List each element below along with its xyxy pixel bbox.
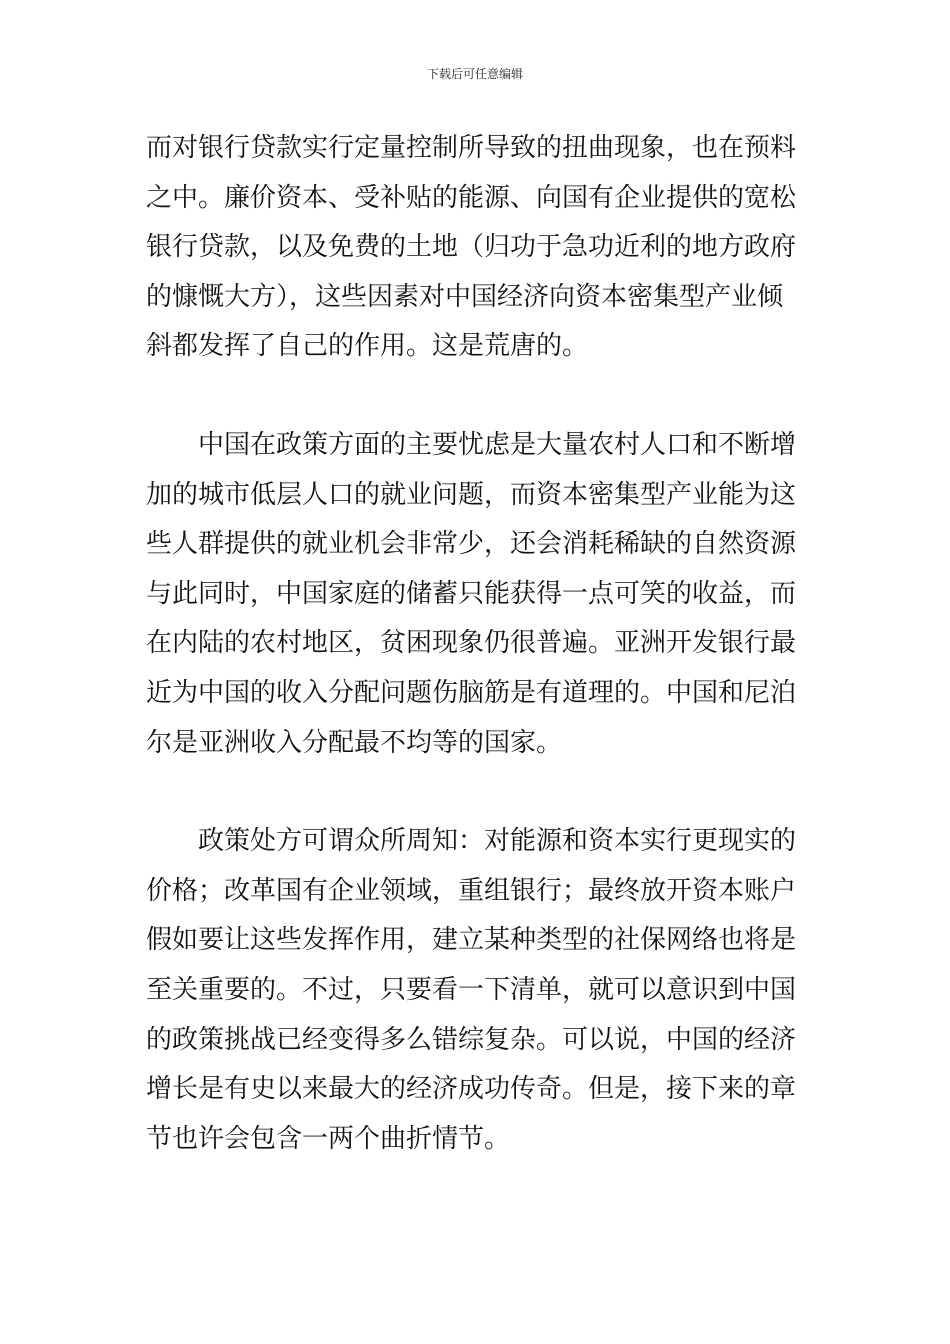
paragraph-line: 增长是有史以来最大的经济成功传奇。但是，接下来的章 — [146, 1074, 797, 1105]
paragraph-line: 政策处方可谓众所周知：对能源和资本实行更现实的 — [198, 826, 797, 857]
paragraph-1 — [146, 124, 806, 372]
paragraph-line: 的政策挑战已经变得多么错综复杂。可以说，中国的经济 — [146, 1024, 797, 1055]
paragraph-line: 假如要让这些发挥作用，建立某种类型的社保网络也将是 — [146, 925, 797, 956]
paragraph-line: 尔是亚洲收入分配最不均等的国家。 — [146, 727, 563, 758]
paragraph-line: 价格；改革国有企业领域，重组银行；最终放开资本账户 — [146, 875, 797, 906]
page-header: 下载后可任意编辑 — [426, 67, 523, 81]
paragraph-3 — [146, 817, 806, 1164]
paragraph-line: 与此同时，中国家庭的储蓄只能获得一点可笑的收益，而 — [146, 578, 797, 609]
paragraph-line: 之中。廉价资本、受补贴的能源、向国有企业提供的宽松 — [146, 182, 797, 213]
paragraph-line: 斜都发挥了自己的作用。这是荒唐的。 — [146, 331, 589, 362]
paragraph-line: 近为中国的收入分配问题伤脑筋是有道理的。中国和尼泊 — [146, 677, 797, 708]
paragraph-line: 中国在政策方面的主要忧虑是大量农村人口和不断增 — [198, 429, 797, 460]
paragraph-line: 至关重要的。不过，只要看一下清单，就可以意识到中国 — [146, 974, 797, 1005]
paragraph-line: 的慷慨大方），这些因素对中国经济向资本密集型产业倾 — [146, 281, 784, 312]
paragraph-spacer — [146, 768, 806, 817]
paragraph-spacer — [146, 372, 806, 421]
paragraph-line: 节也许会包含一两个曲折情节。 — [146, 1123, 511, 1154]
paragraph-line: 而对银行贷款实行定量控制所导致的扭曲现象，也在预料 — [146, 133, 797, 163]
paragraph-line: 加的城市低层人口的就业问题，而资本密集型产业能为这 — [146, 479, 797, 510]
paragraph-line: 银行贷款，以及免费的土地（归功于急功近利的地方政府 — [146, 232, 797, 263]
document-body — [146, 124, 806, 1164]
paragraph-2 — [146, 421, 806, 768]
paragraph-line: 在内陆的农村地区，贫困现象仍很普遍。亚洲开发银行最 — [146, 628, 797, 659]
paragraph-line: 些人群提供的就业机会非常少，还会消耗稀缺的自然资源 — [146, 529, 797, 560]
